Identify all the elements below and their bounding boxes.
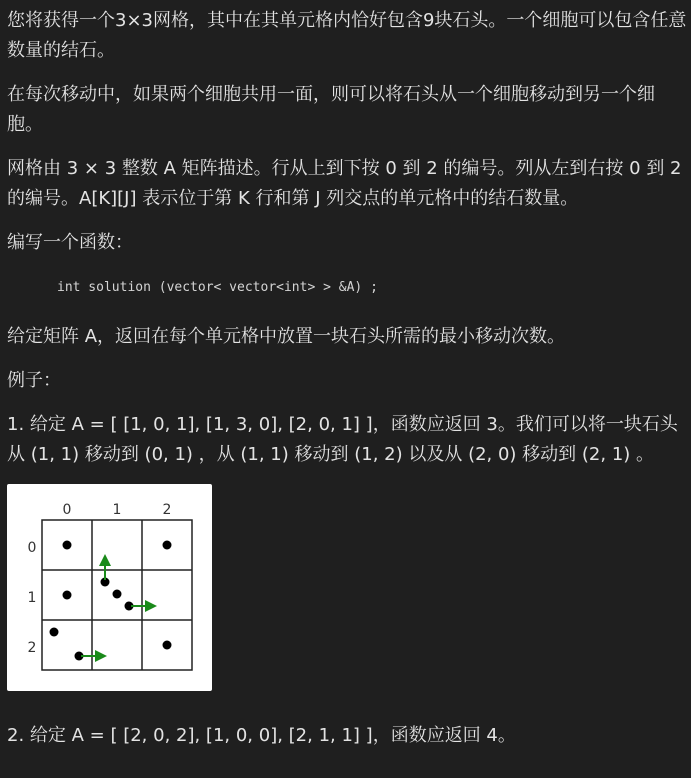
stone xyxy=(163,541,172,550)
task-paragraph: 给定矩阵 A，返回在每个单元格中放置一块石头所需的最小移动次数。 xyxy=(7,326,566,347)
move-rule-paragraph: 在每次移动中，如果两个细胞共用一面，则可以将石头从一个细胞移动到另一个细胞。 xyxy=(7,84,655,135)
stone xyxy=(113,590,122,599)
col-label-2: 2 xyxy=(162,502,172,518)
example-1-paragraph: 1. 给定 A = [ [1, 0, 1], [1, 3, 0], [2, 0, 1] ]，函数应返回 3。我们可以将一块石头从 (1, 1) 移动到 (0, 1) ，从 (1, 1) 移动到 (1, 2) 以及从 (2, 0) 移动到 (2, 1) 。 xyxy=(7,414,678,465)
intro-paragraph: 您将获得一个3×3网格，其中在其单元格内恰好包含9块石头。一个细胞可以包含任意数量的结石。 xyxy=(7,10,687,61)
example-grid-figure xyxy=(7,484,212,691)
grid-description-paragraph: 网格由 3 × 3 整数 A 矩阵描述。行从上到下按 0 到 2 的编号。列从左到右按 0 到 2 的编号。A[K][J] 表示位于第 K 行和第 J 列交点的单元格中的结石数量。 xyxy=(7,158,682,209)
col-label-0: 0 xyxy=(62,502,72,518)
problem-statement xyxy=(7,6,687,765)
row-label-1: 1 xyxy=(27,590,37,606)
stone xyxy=(163,641,172,650)
examples-heading: 例子： xyxy=(7,370,61,391)
grid-diagram xyxy=(7,484,212,691)
write-function-paragraph: 编写一个函数： xyxy=(7,232,133,253)
stone xyxy=(63,541,72,550)
stone xyxy=(50,628,59,637)
row-label-2: 2 xyxy=(27,640,37,656)
example-2-paragraph: 2. 给定 A = [ [2, 0, 2], [1, 0, 0], [2, 1, 1] ]，函数应返回 4。 xyxy=(7,725,516,746)
row-label-0: 0 xyxy=(27,540,37,556)
stones xyxy=(50,541,172,661)
function-signature: int solution (vector< vector<int> > &A) ; xyxy=(57,280,378,295)
col-label-1: 1 xyxy=(112,502,122,518)
stone xyxy=(63,591,72,600)
